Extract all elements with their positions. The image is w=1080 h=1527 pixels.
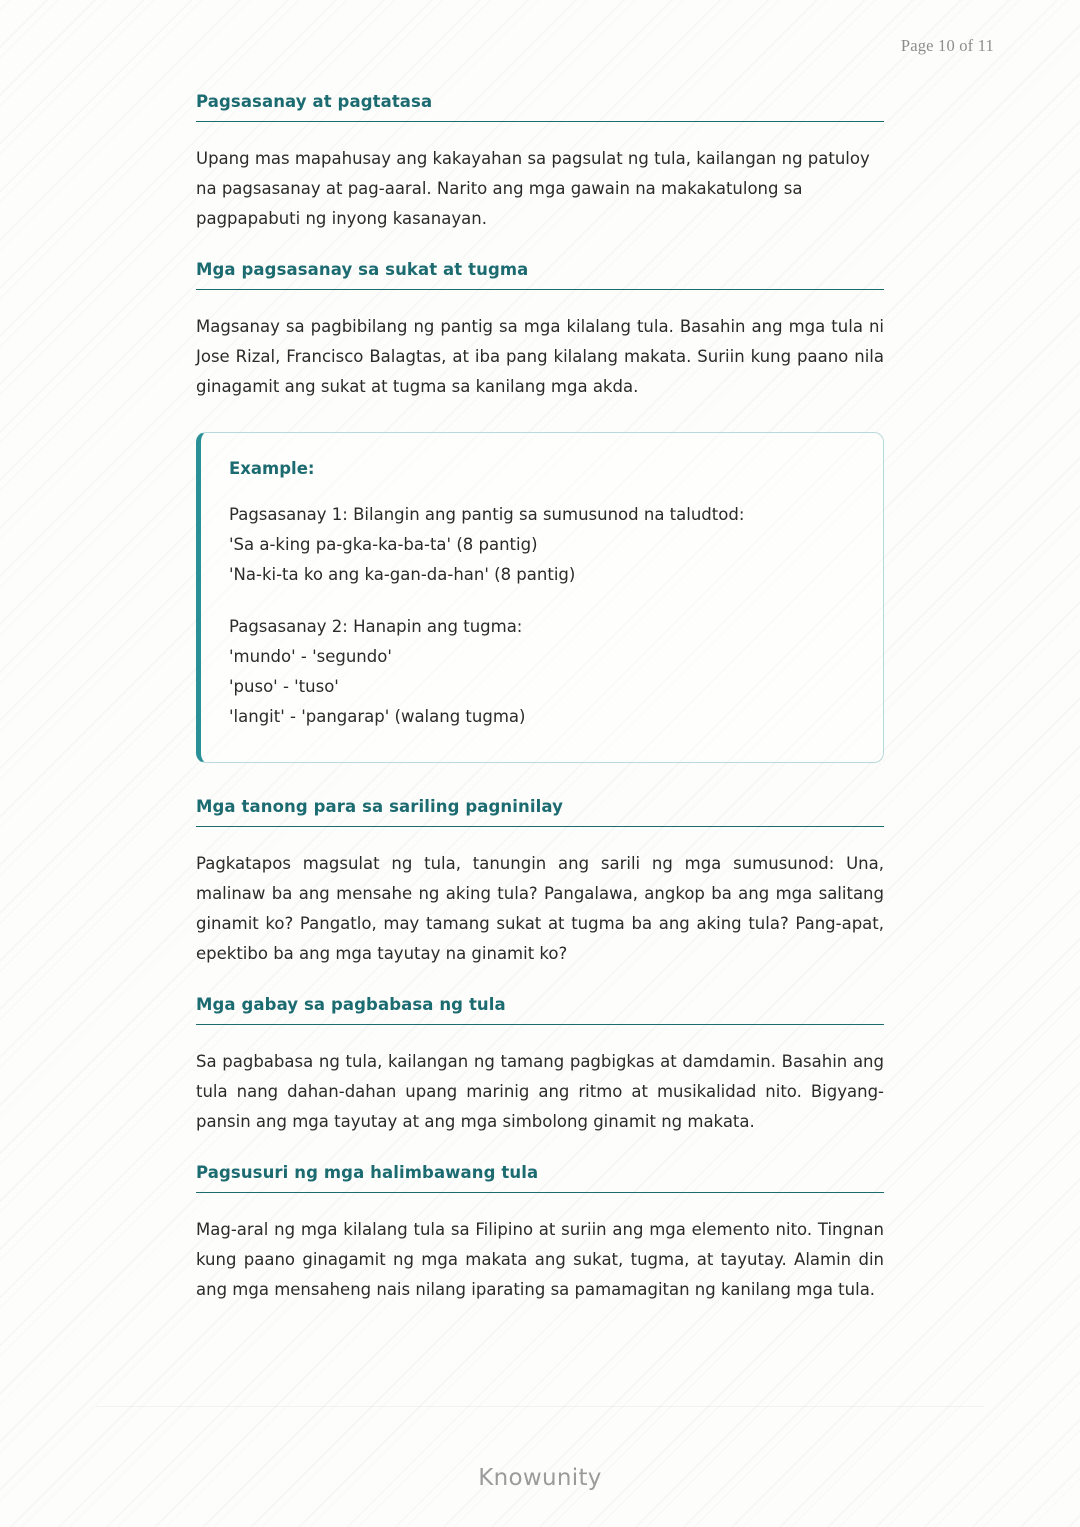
section-paragraph-pagsasanay-at-pagtatasa: Upang mas mapahusay ang kakayahan sa pagsulat ng tula, kailangan ng patuloy na pagsasanay at pag-aaral. Narito ang mga gawain na makakatulong sa pagpapabuti ng inyong kasanayan. <box>196 149 870 228</box>
section-paragraph-mga-pagsasanay-sa-sukat-at-tugma: Magsanay sa pagbibilang ng pantig sa mga kilalang tula. Basahin ang mga tula ni Jose Rizal, Francisco Balagtas, at iba pang kilalang makata. Suriin kung paano nila ginagamit ang sukat at tugma sa kanilang mga akda. <box>196 317 884 396</box>
page-number-label: Page 10 of 11 <box>900 36 994 55</box>
spacer <box>196 1137 884 1163</box>
example-line: 'Na-ki-ta ko ang ka-gan-da-han' (8 pantig) <box>229 565 576 584</box>
example-line: 'Sa a-king pa-gka-ka-ba-ta' (8 pantig) <box>229 535 538 554</box>
document-content <box>196 92 884 1305</box>
section-heading-pagsasanay-at-pagtatasa: Pagsasanay at pagtatasa <box>196 92 884 122</box>
section-heading-mga-pagsasanay-sa-sukat-at-tugma: Mga pagsasanay sa sukat at tugma <box>196 260 884 290</box>
example-line: 'langit' - 'pangarap' (walang tugma) <box>229 707 526 726</box>
example-callout-box <box>196 432 884 763</box>
footer-brand-label: Knowunity <box>478 1465 602 1491</box>
spacer <box>196 234 884 260</box>
example-group-1 <box>229 500 855 590</box>
spacer <box>196 763 884 797</box>
section-paragraph-mga-gabay-sa-pagbabasa-ng-tula: Sa pagbabasa ng tula, kailangan ng tamang pagbigkas at damdamin. Basahin ang tula nang dahan-dahan upang marinig ang ritmo at musikalidad nito. Bigyang-pansin ang mga tayutay at ang mga simbolong ginamit ng makata. <box>196 1052 884 1131</box>
footer-divider <box>96 1406 984 1407</box>
example-group-2 <box>229 612 855 732</box>
example-line: 'mundo' - 'segundo' <box>229 647 392 666</box>
example-line: 'puso' - 'tuso' <box>229 677 339 696</box>
section-heading-mga-gabay-sa-pagbabasa-ng-tula: Mga gabay sa pagbabasa ng tula <box>196 995 884 1025</box>
section-paragraph-mga-tanong-para-sa-sariling-pagninilay: Pagkatapos magsulat ng tula, tanungin ang sarili ng mga sumusunod: Una, malinaw ba ang mensahe ng aking tula? Pangalawa, angkop ba ang mga salitang ginamit ko? Pangatlo, may tamang sukat at tugma ba ang aking tula? Pang-apat, epektibo ba ang mga tayutay na ginamit ko? <box>196 854 884 963</box>
example-line: Pagsasanay 1: Bilangin ang pantig sa sumusunod na taludtod: <box>229 505 745 524</box>
section-paragraph-pagsusuri-ng-mga-halimbawang-tula: Mag-aral ng mga kilalang tula sa Filipino at suriin ang mga elemento nito. Tingnan kung paano ginagamit ng mga makata ang sukat, tugma, at tayutay. Alamin din ang mga mensaheng nais nilang iparating sa pamamagitan ng kanilang mga tula. <box>196 1220 884 1299</box>
example-line: Pagsasanay 2: Hanapin ang tugma: <box>229 617 523 636</box>
section-heading-pagsusuri-ng-mga-halimbawang-tula: Pagsusuri ng mga halimbawang tula <box>196 1163 884 1193</box>
section-heading-mga-tanong-para-sa-sariling-pagninilay: Mga tanong para sa sariling pagninilay <box>196 797 884 827</box>
spacer <box>196 969 884 995</box>
example-box-title: Example: <box>229 459 315 478</box>
